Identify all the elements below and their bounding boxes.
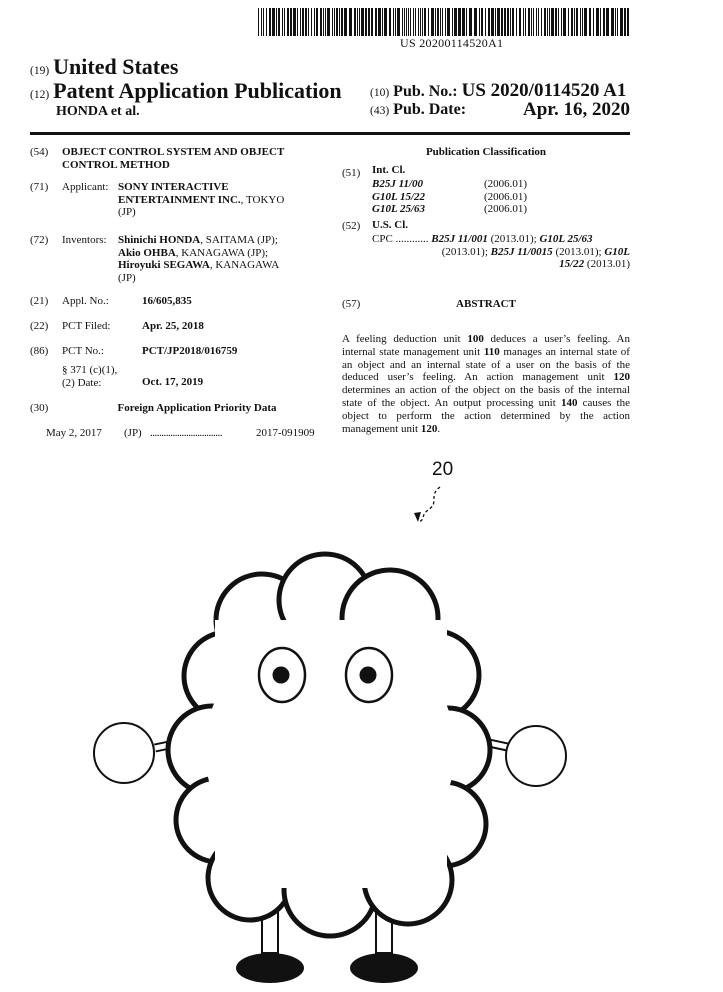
title-line-1: OBJECT CONTROL SYSTEM AND OBJECT [62,146,285,158]
inid-19: (19) [30,65,50,77]
left-hand [94,723,154,783]
barcode-bar [523,8,524,36]
applicant-name-2: ENTERTAINMENT INC. [118,193,241,206]
barcode-bar [474,8,477,36]
cpc-year: (2013.01) [584,258,630,270]
barcode-bar [563,8,566,36]
barcode-bar [495,8,496,36]
barcode-bar [365,8,367,36]
barcode-bar [408,8,409,36]
applicant-country: (JP) [118,206,136,218]
abstract-ref: 120 [420,422,438,435]
publication-type: Patent Application Publication [53,78,342,103]
barcode-bar [384,8,387,36]
cpc-code: 15/22 [559,258,585,270]
barcode-bar [512,8,514,36]
barcode-bar [555,8,557,36]
barcode-bar [479,8,480,36]
barcode-bar [603,8,605,36]
left-foot [236,953,304,983]
barcode-bar [528,8,530,36]
classification-title: Publication Classification [425,146,547,158]
barcode-bar [378,8,381,36]
int-cl-code: B25J 11/00 [372,178,424,190]
pct-filed-value: Apr. 25, 2018 [142,320,204,332]
barcode-bar [420,8,421,36]
barcode-bar [422,8,423,36]
barcode-bar [311,8,312,36]
inid-12: (12) [30,89,50,101]
pub-date-value: Apr. 16, 2020 [523,99,630,120]
inid-43: (43) [370,105,390,117]
barcode-bar [507,8,509,36]
barcode-bar [334,8,335,36]
inid-57: (57) [342,298,361,310]
int-cl-code: G10L 15/22 [372,190,426,203]
header-rule [30,132,630,135]
inid-71: (71) [30,181,49,193]
barcode-bar [261,8,262,36]
barcode-bar [263,8,264,36]
barcode-bar [519,8,521,36]
leader-arrowhead [414,512,421,522]
barcode-bar [397,8,400,36]
figure-drawing [0,450,723,992]
appl-no-value: 16/605,835 [142,295,192,307]
barcode-bar [442,8,443,36]
barcode-bar [582,8,583,36]
barcode-bar [437,8,439,36]
appl-no-label: Appl. No.: [62,295,109,307]
pct-no-label: PCT No.: [62,345,104,357]
barcode-bar [293,8,296,36]
invention-title [62,146,332,171]
cloud-body [168,554,490,936]
barcode-bar [424,8,426,36]
barcode-bar [431,8,434,36]
pub-number-value: US 2020/0114520 A1 [461,80,627,101]
barcode-bar [462,8,465,36]
barcode-bar [536,8,537,36]
inventor-3-loc: , KANAGAWA [209,259,280,271]
barcode-bar [544,8,546,36]
cpc-label: CPC [372,233,393,245]
barcode-bar [576,8,578,36]
barcode-bar [428,8,429,36]
barcode-bar [368,8,370,36]
inid-86: (86) [30,345,49,357]
int-cl-item [372,191,632,204]
barcode-bar [525,8,526,36]
barcode-bar [359,8,360,36]
priority-country: (JP) [124,427,142,439]
barcode-bar [341,8,343,36]
s371-line-2: (2) Date: [62,376,102,389]
cpc-block [372,233,630,271]
barcode-bar [327,8,330,36]
abstract-run: causes the object to perform the action determined by the action management unit [342,396,630,435]
inid-30: (30) [30,402,49,414]
barcode-bar [531,8,532,36]
inid-10: (10) [370,87,390,99]
barcode-bar [325,8,326,36]
barcode-bar [316,8,318,36]
abstract-run: deduces a user’s feeling. An internal state management unit [342,333,630,358]
int-cl-year: (2006.01) [484,203,528,215]
priority-date: May 2, 2017 [46,427,102,439]
cpc-code: B25J 11/001 [431,233,488,245]
int-cl-year: (2006.01) [484,178,528,190]
barcode-bar [339,8,340,36]
barcode-bar [332,8,333,36]
inid-72: (72) [30,234,49,246]
right-pupil [360,667,377,684]
barcode-bar [485,8,486,36]
barcode-bar [395,8,396,36]
barcode-bar [361,8,364,36]
barcode-bar [447,8,450,36]
inid-52: (52) [342,220,361,232]
barcode-bar [406,8,407,36]
cpc-code: B25J 11/0015 [490,245,553,258]
cpc-year: (2013.01); [552,245,605,258]
abstract-run: determines an action of the object on the basis of the internal state of the object. An output processing unit [342,384,630,409]
barcode-bar [389,8,391,36]
barcode-bar [282,8,283,36]
barcode-bar [501,8,503,36]
barcode-bar [596,8,599,36]
barcode-bar [504,8,506,36]
barcode-bar [435,8,436,36]
cpc-code: G10L [604,245,630,258]
barcode-bar [323,8,324,36]
barcode-bar [549,8,550,36]
barcode-bar [287,8,289,36]
barcode-bar [402,8,403,36]
barcode-bar [382,8,383,36]
cpc-year: (2013.01); [441,245,491,258]
barcode-bar [620,8,623,36]
barcode-bar [413,8,414,36]
barcode-bar [314,8,315,36]
barcode-bar [302,8,304,36]
country-line [30,54,178,80]
barcode-bar [272,8,275,36]
barcode-bar [466,8,467,36]
barcode-bar [393,8,394,36]
barcode-bar [533,8,534,36]
barcode-bar [415,8,416,36]
inventor-3-country: (JP) [118,271,136,284]
right-hand [506,726,566,786]
barcode-bar [606,8,609,36]
abstract-run: A feeling deduction unit [342,333,468,345]
barcode-bar [349,8,352,36]
barcode-bar [580,8,581,36]
barcode-bar [593,8,594,36]
barcode-bar [488,8,490,36]
title-line-2: CONTROL METHOD [62,158,170,171]
priority-number: 2017-091909 [256,427,315,439]
applicant-label: Applicant: [62,181,109,193]
pct-filed-label: PCT Filed: [62,320,111,332]
barcode-bar [344,8,347,36]
int-cl-year: (2006.01) [484,190,528,203]
barcode-bar [440,8,441,36]
int-cl-code: G10L 25/63 [372,203,426,215]
barcode-bar [627,8,629,36]
barcode-bar [558,8,559,36]
barcode-bar [571,8,573,36]
priority-dots: ................................ [150,427,222,439]
barcode-bar [547,8,548,36]
abstract-ref: 140 [560,396,578,409]
barcode-bar [497,8,500,36]
pub-number-label: Pub. No.: [393,83,458,100]
barcode-bar [600,8,601,36]
int-cl-list [372,178,632,216]
barcode-bar [278,8,280,36]
int-cl-item [372,203,632,216]
int-cl-item [372,178,632,191]
inventor-1-name: Shinichi HONDA [118,234,201,246]
barcode-bar [561,8,562,36]
abstract-ref: 120 [613,371,630,384]
pct-no-value: PCT/JP2018/016759 [142,345,238,357]
barcode-bar [611,8,614,36]
barcode-bar [445,8,446,36]
barcode-bar [516,8,517,36]
barcode-bar [354,8,356,36]
barcode-bar [458,8,461,36]
leader-line [418,487,440,522]
reference-numeral: 20 [432,459,454,480]
inventor-3-name: Hiroyuki SEGAWA [118,259,210,271]
barcode-bar [305,8,307,36]
barcode-bar [624,8,626,36]
abstract-run: manages an internal state of an object and an internal state of a user on the basis of the deduced user’s feeling. An action management unit [342,345,630,384]
applicant-name-1: SONY INTERACTIVE [118,181,229,193]
barcode-bar [589,8,591,36]
barcode-bar [538,8,539,36]
us-cl-label: U.S. Cl. [372,219,409,231]
barcode-bar [452,8,453,36]
barcode-bar [568,8,569,36]
barcode-bar [258,8,259,36]
barcode-bar [541,8,542,36]
barcode-bar [357,8,358,36]
barcode-bar [290,8,292,36]
country-name: United States [53,54,179,79]
abstract-text [342,333,630,435]
cpc-code: G10L 25/63 [539,233,593,245]
barcode-bar [297,8,298,36]
barcode-bar [404,8,405,36]
s371-label [62,364,117,389]
cpc-year: (2013.01); [487,233,540,245]
s371-value: Oct. 17, 2019 [142,376,204,388]
barcode-bar [336,8,338,36]
inid-22: (22) [30,320,49,332]
barcode-bar [300,8,301,36]
inid-54: (54) [30,146,49,158]
foreign-priority-title: Foreign Application Priority Data [117,402,277,414]
barcode-bar [276,8,277,36]
barcode-bar [469,8,472,36]
barcode-bar [617,8,618,36]
barcode [258,8,630,36]
barcode-bar [481,8,483,36]
barcode-bar [615,8,616,36]
int-cl-label: Int. Cl. [372,164,406,176]
inventors-value [118,234,328,284]
abstract-ref: 110 [483,345,500,358]
barcode-bar [510,8,511,36]
pub-date-label: Pub. Date: [393,101,467,118]
inid-21: (21) [30,295,49,307]
barcode-bar [308,8,309,36]
inventors-label: Inventors: [62,234,107,246]
left-pupil [273,667,290,684]
right-foot [350,953,418,983]
inventor-2-name: Akio OHBA [118,246,176,259]
barcode-bar [284,8,285,36]
inid-51: (51) [342,167,361,179]
barcode-bar [454,8,457,36]
pub-type-line [30,78,342,104]
barcode-bar [584,8,587,36]
barcode-bar [574,8,575,36]
barcode-bar [491,8,494,36]
barcode-text: US 20200114520A1 [400,36,504,50]
barcode-bar [551,8,554,36]
barcode-bar [371,8,373,36]
pub-date-line [370,101,466,119]
inventor-1-loc: , SAITAMA (JP); [200,234,278,246]
inventor-short: HONDA et al. [56,104,140,119]
barcode-bar [410,8,411,36]
barcode-bar [375,8,377,36]
inventor-2-loc: , KANAGAWA (JP); [175,246,269,259]
applicant-value [118,181,318,219]
barcode-bar [418,8,419,36]
s371-line-1: § 371 (c)(1), [62,364,118,376]
cpc-dots: ............ [395,233,429,245]
barcode-bar [320,8,322,36]
applicant-city: , TOKYO [240,193,285,206]
abstract-run: . [437,422,441,435]
abstract-title: ABSTRACT [456,298,516,310]
abstract-ref: 100 [467,333,484,345]
barcode-bar [269,8,271,36]
barcode-bar [266,8,267,36]
